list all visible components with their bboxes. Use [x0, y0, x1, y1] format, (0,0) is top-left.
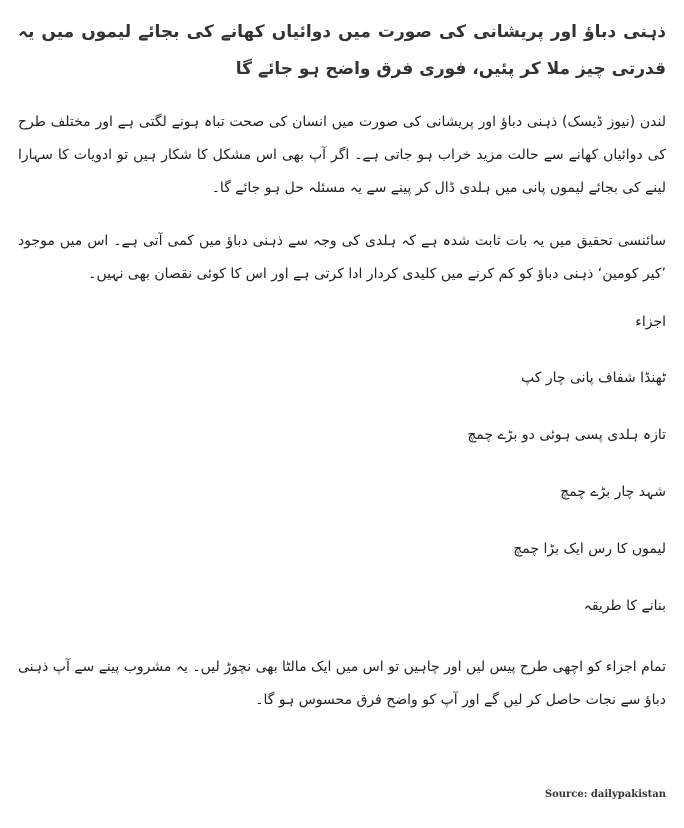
ingredients-list [18, 367, 666, 560]
research-paragraph: سائنسی تحقیق میں یہ بات ثابت شدہ ہے کہ ہلدی کی وجہ سے ذہنی دباؤ میں کمی آتی ہے۔ اس میں موجود ’کیر کومین‘ ذہنی دباؤ کو کم کرنے میں کلیدی کردار ادا کرتی ہے اور اس کا کوئی نقصان بھی نہیں۔ [18, 233, 666, 282]
ingredient-item: شہد چار بڑے چمچ [560, 484, 666, 500]
ingredient-item: تازہ ہلدی پسی ہوئی دو بڑے چمچ [467, 427, 666, 443]
article-body [18, 14, 666, 737]
source-credit: Source: dailypakistan [544, 789, 666, 800]
method-paragraph: تمام اجزاء کو اچھی طرح پیس لیں اور چاہیں تو اس میں ایک مالٹا بھی نچوڑ لیں۔ یہ مشروب پینے سے آپ ذہنی دباؤ سے نجات حاصل کر لیں گے اور آپ کو واضح فرق محسوس ہو گا۔ [18, 659, 666, 708]
ingredient-item: لیموں کا رس ایک بڑا چمچ [513, 541, 666, 557]
article-headline: ذہنی دباؤ اور پریشانی کی صورت میں دوائیاں کھانے کی بجائے لیموں میں یہ قدرتی چیز ملا کر پئیں، فوری فرق واضح ہو جائے گا [18, 22, 666, 79]
ingredient-item: ٹھنڈا شفاف پانی چار کپ [520, 370, 666, 386]
ingredients-heading: اجزاء [635, 314, 666, 330]
intro-paragraph: لندن (نیوز ڈیسک) ذہنی دباؤ اور پریشانی کی صورت میں انسان کی صحت تباہ ہونے لگتی ہے اور مختلف طرح کی دوائیاں کھانے سے حالت مزید خراب ہو جاتی ہے۔ اگر آپ بھی اس مشکل کا شکار ہیں تو ادویات کا سہارا لینے کی بجائے لیموں پانی میں ہلدی ڈال کر پینے سے یہ مسئلہ حل ہو جائے گا۔ [18, 114, 666, 196]
method-heading: بنانے کا طریقہ [583, 598, 666, 614]
